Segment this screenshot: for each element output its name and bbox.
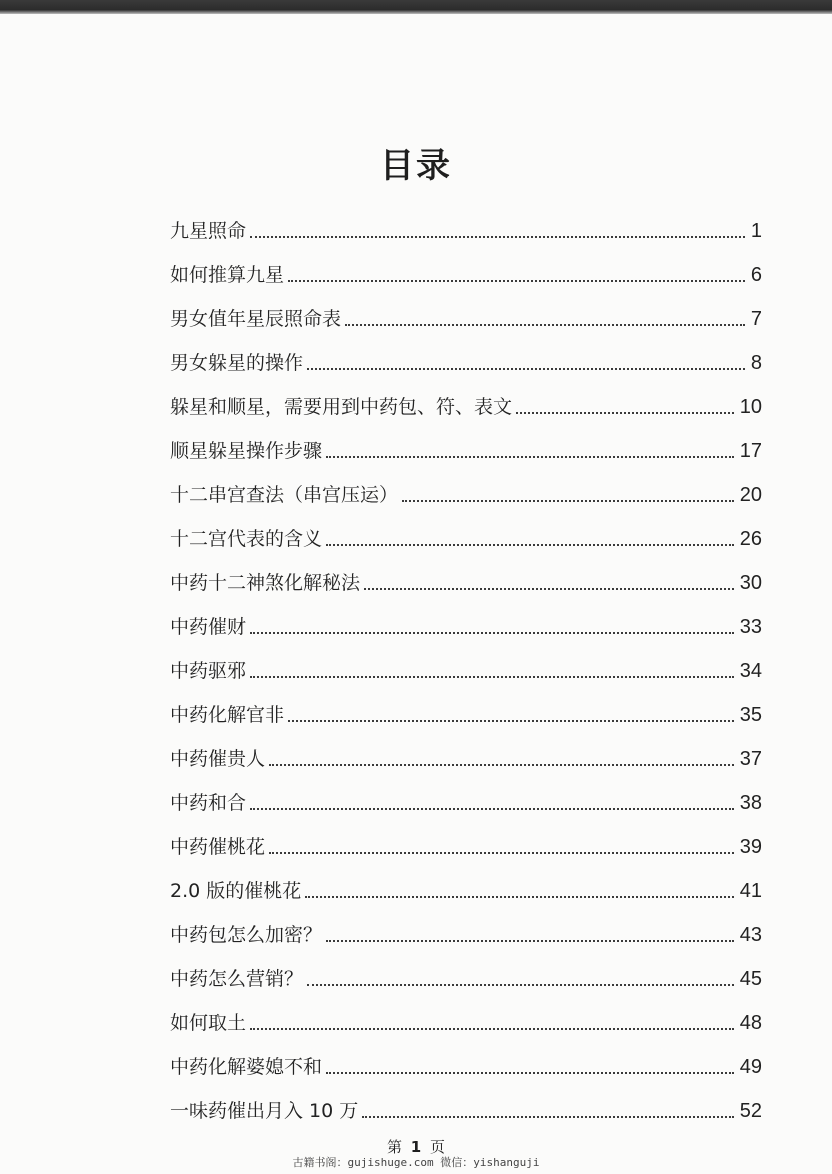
toc-entry-page: 6 <box>750 264 762 286</box>
toc-entry-page: 52 <box>739 1100 762 1122</box>
toc-entry-title: 十二串宫查法（串宫压运） <box>170 484 399 506</box>
toc-entry <box>170 728 762 772</box>
toc-entry-page: 38 <box>739 792 762 814</box>
toc-dot-leader <box>288 280 745 282</box>
toc-dot-leader <box>250 676 734 678</box>
toc-entry-page: 34 <box>739 660 762 682</box>
toc-dot-leader <box>326 940 734 942</box>
toc-entry <box>170 640 762 684</box>
page-title: 目录 <box>380 146 452 186</box>
toc-entry-page: 37 <box>739 748 762 770</box>
toc-entry-page: 35 <box>739 704 762 726</box>
toc-dot-leader <box>307 368 745 370</box>
toc-entry-title: 中药驱邪 <box>170 660 247 682</box>
toc-entry-page: 45 <box>739 968 762 990</box>
toc-entry-title: 十二宫代表的含义 <box>170 528 323 550</box>
toc-dot-leader <box>326 1072 734 1074</box>
toc-entry-title: 中药包怎么加密？ <box>170 924 323 946</box>
toc-entry <box>170 200 762 244</box>
toc-entry-title: 中药十二神煞化解秘法 <box>170 572 361 594</box>
toc-dot-leader <box>362 1116 733 1118</box>
toc-dot-leader <box>516 412 734 414</box>
toc-entry <box>170 684 762 728</box>
toc-entry-title: 中药和合 <box>170 792 247 814</box>
toc-entry-title: 2.0 版的催桃花 <box>170 880 302 902</box>
toc-entry-page: 30 <box>739 572 762 594</box>
toc-dot-leader <box>269 852 734 854</box>
toc-entry-page: 43 <box>739 924 762 946</box>
toc-entry-title: 中药催贵人 <box>170 748 266 770</box>
footer-prefix: 第 <box>386 1138 402 1156</box>
toc-entry-page: 20 <box>739 484 762 506</box>
toc-entry <box>170 816 762 860</box>
toc-entry-page: 17 <box>739 440 762 462</box>
toc-entry-title: 顺星躲星操作步骤 <box>170 440 323 462</box>
toc-entry-title: 中药催财 <box>170 616 247 638</box>
toc-entry <box>170 948 762 992</box>
toc-entry <box>170 904 762 948</box>
toc-entry <box>170 376 762 420</box>
toc-dot-leader <box>402 500 734 502</box>
toc-entry-title: 如何推算九星 <box>170 264 285 286</box>
toc-dot-leader <box>305 896 733 898</box>
toc-dot-leader <box>250 236 745 238</box>
toc-entry-page: 10 <box>739 396 762 418</box>
toc-dot-leader <box>250 808 734 810</box>
toc-entry-title: 中药化解婆媳不和 <box>170 1056 323 1078</box>
toc-entry <box>170 244 762 288</box>
toc-dot-leader <box>250 1028 734 1030</box>
toc-entry-title: 男女值年星辰照命表 <box>170 308 342 330</box>
scan-top-edge <box>0 0 832 14</box>
toc-entry <box>170 464 762 508</box>
toc-dot-leader <box>326 544 734 546</box>
toc-entry-page: 1 <box>750 220 762 242</box>
toc-entry <box>170 552 762 596</box>
toc-entry-page: 26 <box>739 528 762 550</box>
toc-entry <box>170 992 762 1036</box>
toc-entry <box>170 596 762 640</box>
toc-entry <box>170 508 762 552</box>
toc-entry <box>170 772 762 816</box>
toc-dot-leader <box>288 720 734 722</box>
watermark-text: 古籍书阁：gujishuge.com 微信：yishanguji <box>292 1156 540 1169</box>
toc-entry-title: 中药怎么营销？ <box>170 968 304 990</box>
page-footer <box>0 1138 832 1156</box>
toc-entry <box>170 1080 762 1124</box>
toc-entry-page: 39 <box>739 836 762 858</box>
toc-dot-leader <box>250 632 734 634</box>
toc-entry-page: 8 <box>750 352 762 374</box>
toc-entry <box>170 1036 762 1080</box>
toc-entry-page: 49 <box>739 1056 762 1078</box>
toc-entry <box>170 332 762 376</box>
toc-entry-title: 九星照命 <box>170 220 247 242</box>
toc-entry-title: 中药催桃花 <box>170 836 266 858</box>
toc-dot-leader <box>326 456 734 458</box>
toc-dot-leader <box>364 588 734 590</box>
toc-entry-title: 男女躲星的操作 <box>170 352 304 374</box>
footer-suffix: 页 <box>430 1138 446 1156</box>
toc-entry-title: 一味药催出月入 10 万 <box>170 1100 359 1122</box>
toc-dot-leader <box>307 984 734 986</box>
toc-entry-page: 41 <box>739 880 762 902</box>
toc-entry <box>170 420 762 464</box>
toc-entry <box>170 288 762 332</box>
toc-dot-leader <box>345 324 745 326</box>
table-of-contents <box>170 200 762 1124</box>
toc-entry-page: 48 <box>739 1012 762 1034</box>
footer-page-number: 1 <box>410 1138 422 1156</box>
toc-dot-leader <box>269 764 734 766</box>
toc-entry-title: 中药化解官非 <box>170 704 285 726</box>
toc-entry-page: 33 <box>739 616 762 638</box>
toc-entry-page: 7 <box>750 308 762 330</box>
toc-entry-title: 躲星和顺星，需要用到中药包、符、表文 <box>170 396 513 418</box>
toc-entry <box>170 860 762 904</box>
toc-entry-title: 如何取土 <box>170 1012 247 1034</box>
